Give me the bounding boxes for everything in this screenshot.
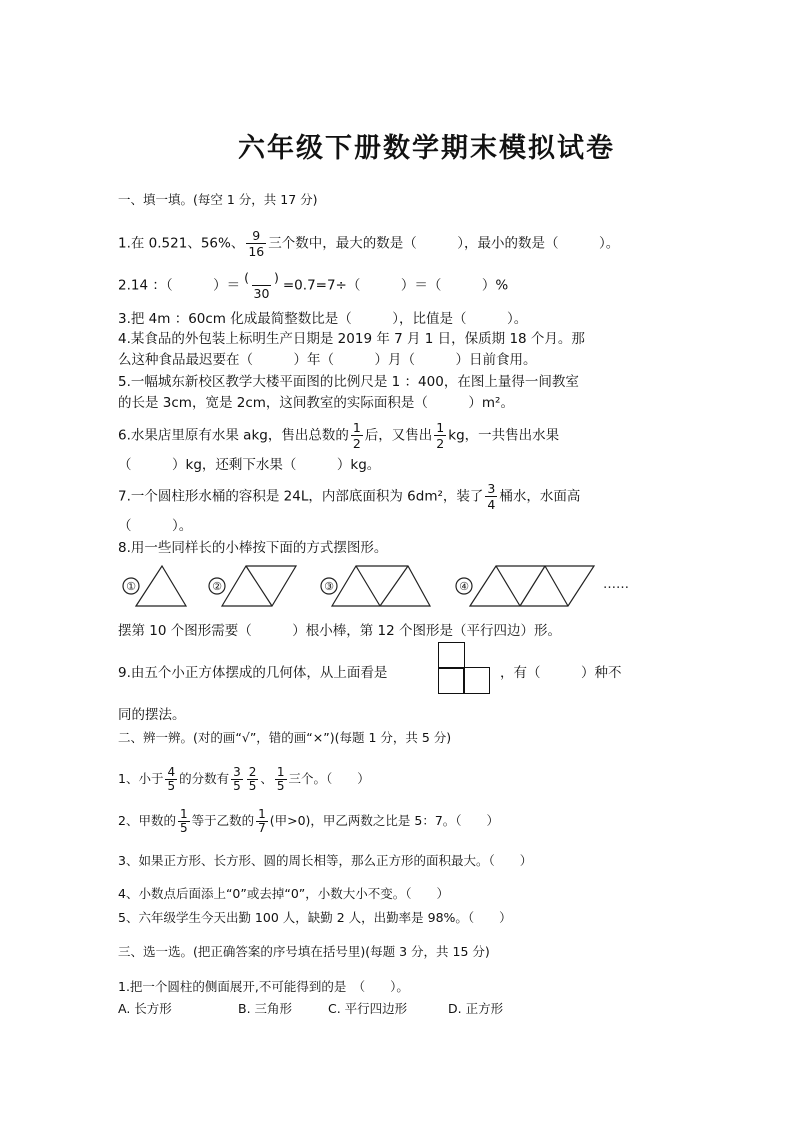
figure-label-3: ③	[324, 580, 334, 593]
fraction-numerator: 1	[352, 420, 361, 435]
question-4-line-2: 么这种食品最迟要在（ ）年（ ）月（ ）日前食用。	[118, 352, 537, 368]
q2-fraction	[242, 270, 281, 301]
section2-heading: 二、辨一辨。(对的画“√”，错的画“×”)(每题 1 分，共 5 分)	[118, 730, 452, 745]
fraction-denominator: 5	[167, 779, 176, 793]
grid-cell	[438, 642, 465, 669]
judgement-1	[118, 766, 370, 793]
option-c: C. 平行四边形	[328, 1001, 408, 1016]
fraction-denominator: 2	[436, 436, 445, 451]
j1-fraction-2	[247, 766, 259, 793]
section1-heading: 一、填一填。(每空 1 分，共 17 分)	[118, 192, 318, 207]
grid-cell	[463, 667, 490, 694]
figure-3-shape	[332, 566, 430, 606]
j1-fraction-0	[165, 766, 177, 793]
fraction-numerator: 1	[276, 765, 285, 779]
q6-mid: 后，又售出	[364, 427, 433, 444]
fraction-numerator: 4	[167, 765, 176, 779]
q7-post: 桶水，水面高	[499, 488, 581, 505]
figure-label-1: ①	[126, 580, 136, 593]
j2-post: (甲>0)，甲乙两数之比是 5：7。（ ）	[269, 813, 500, 828]
question-1	[118, 228, 619, 259]
question-9-line-2: 同的摆法。	[118, 707, 186, 723]
question-8-line-2: 摆第 10 个图形需要（ ）根小棒，第 12 个图形是（平行四边）形。	[118, 623, 562, 639]
fraction-numerator: 1	[179, 807, 188, 821]
fraction-numerator: 3	[487, 481, 496, 496]
triangle-pattern-figures	[118, 560, 658, 620]
fraction-numerator: 2	[248, 765, 257, 779]
question-5-line-2: 的长是 3cm，宽是 2cm，这间教室的实际面积是（ ）m²。	[118, 395, 514, 411]
figure-label-4: ④	[459, 580, 469, 593]
grid-cell	[438, 667, 465, 694]
q6-fraction-2	[434, 420, 446, 451]
fraction-numerator: 1	[258, 807, 266, 821]
fraction-numerator: ( )	[244, 270, 279, 285]
judgement-3: 3、如果正方形、长方形、圆的周长相等，那么正方形的面积最大。（ ）	[118, 853, 533, 868]
question-9-pre: 9.由五个小正方体摆成的几何体，从上面看是	[118, 665, 388, 681]
j1-mid: 的分数有	[179, 771, 230, 786]
judgement-4: 4、小数点后面添上“0”或去掉“0”，小数大小不变。（ ）	[118, 886, 450, 901]
q6-fraction-1	[351, 420, 363, 451]
fraction-numerator: 3	[233, 765, 241, 779]
fraction-denominator: 7	[258, 821, 266, 835]
figure-1-shape	[136, 566, 186, 606]
q7-pre: 7.一个圆柱形水桶的容积是 24L，内部底面积为 6dm²，装了	[118, 488, 484, 505]
fraction-denominator: 5	[233, 779, 241, 793]
fraction-denominator: 16	[248, 244, 265, 259]
j2-pre: 2、甲数的	[118, 813, 176, 828]
fraction-numerator: 9	[252, 228, 261, 243]
option-d: D. 正方形	[448, 1001, 504, 1016]
fraction-denominator: 5	[276, 779, 285, 793]
j2-fraction-2	[256, 808, 268, 835]
q2-pre: 2.14 ：（ ）＝	[118, 277, 241, 294]
q6-pre: 6.水果店里原有水果 akg，售出总数的	[118, 427, 349, 444]
fraction-numerator: 1	[436, 420, 445, 435]
j1-post: 三个。（ ）	[288, 771, 370, 786]
j1-separator: 、	[260, 771, 273, 786]
judgement-2	[118, 808, 499, 835]
question-3: 3.把 4m ：60cm 化成最简整数比是（ ），比值是（ ）。	[118, 311, 528, 327]
question-6	[118, 420, 559, 451]
q2-post: =0.7=7÷（ ）＝（ ）%	[282, 277, 509, 294]
j1-fraction-3	[275, 766, 287, 793]
j1-pre: 1、小于	[118, 771, 164, 786]
j2-mid: 等于乙数的	[191, 813, 255, 828]
question-8: 8.用一些同样长的小棒按下面的方式摆图形。	[118, 540, 388, 556]
q1-pre: 1.在 0.521、56%、	[118, 235, 245, 252]
fraction-denominator: 5	[179, 821, 188, 835]
option-b: B. 三角形	[238, 1001, 293, 1016]
top-view-grid	[438, 642, 492, 694]
j2-fraction-1	[178, 808, 190, 835]
choice-question-1: 1.把一个圆柱的侧面展开,不可能得到的是 （ ）。	[118, 979, 409, 994]
option-a: A. 长方形	[118, 1001, 172, 1016]
figure-label-2: ②	[212, 580, 222, 593]
question-5-line-1: 5.一幅城东新校区教学大楼平面图的比例尺是 1 ：400，在图上量得一间教室	[118, 374, 579, 390]
figure-ellipsis: ……	[603, 577, 629, 592]
question-4-line-1: 4.某食品的外包装上标明生产日期是 2019 年 7 月 1 日，保质期 18 个月。那	[118, 331, 585, 347]
fraction-denominator: 30	[253, 286, 270, 301]
question-7-line-2: （ ）。	[118, 518, 193, 534]
q6-post: kg，一共售出水果	[448, 427, 560, 444]
question-2	[118, 270, 508, 301]
q1-post: 三个数中，最大的数是（ ），最小的数是（ ）。	[268, 235, 620, 252]
fraction-denominator: 2	[352, 436, 361, 451]
question-7	[118, 481, 580, 512]
page-title: 六年级下册数学期末模拟试卷	[238, 133, 615, 164]
q1-fraction	[246, 228, 266, 259]
question-6-line-2: （ ）kg，还剩下水果（ ）kg。	[118, 457, 381, 473]
fraction-denominator: 5	[248, 779, 257, 793]
question-9-post: ，有（ ）种不	[500, 665, 622, 681]
fraction-denominator: 4	[487, 497, 496, 512]
section3-heading: 三、选一选。(把正确答案的序号填在括号里)(每题 3 分，共 15 分)	[118, 944, 490, 959]
judgement-5: 5、六年级学生今天出勤 100 人，缺勤 2 人，出勤率是 98%。（ ）	[118, 910, 512, 925]
j1-fraction-1	[231, 766, 243, 793]
q7-fraction	[485, 481, 497, 512]
